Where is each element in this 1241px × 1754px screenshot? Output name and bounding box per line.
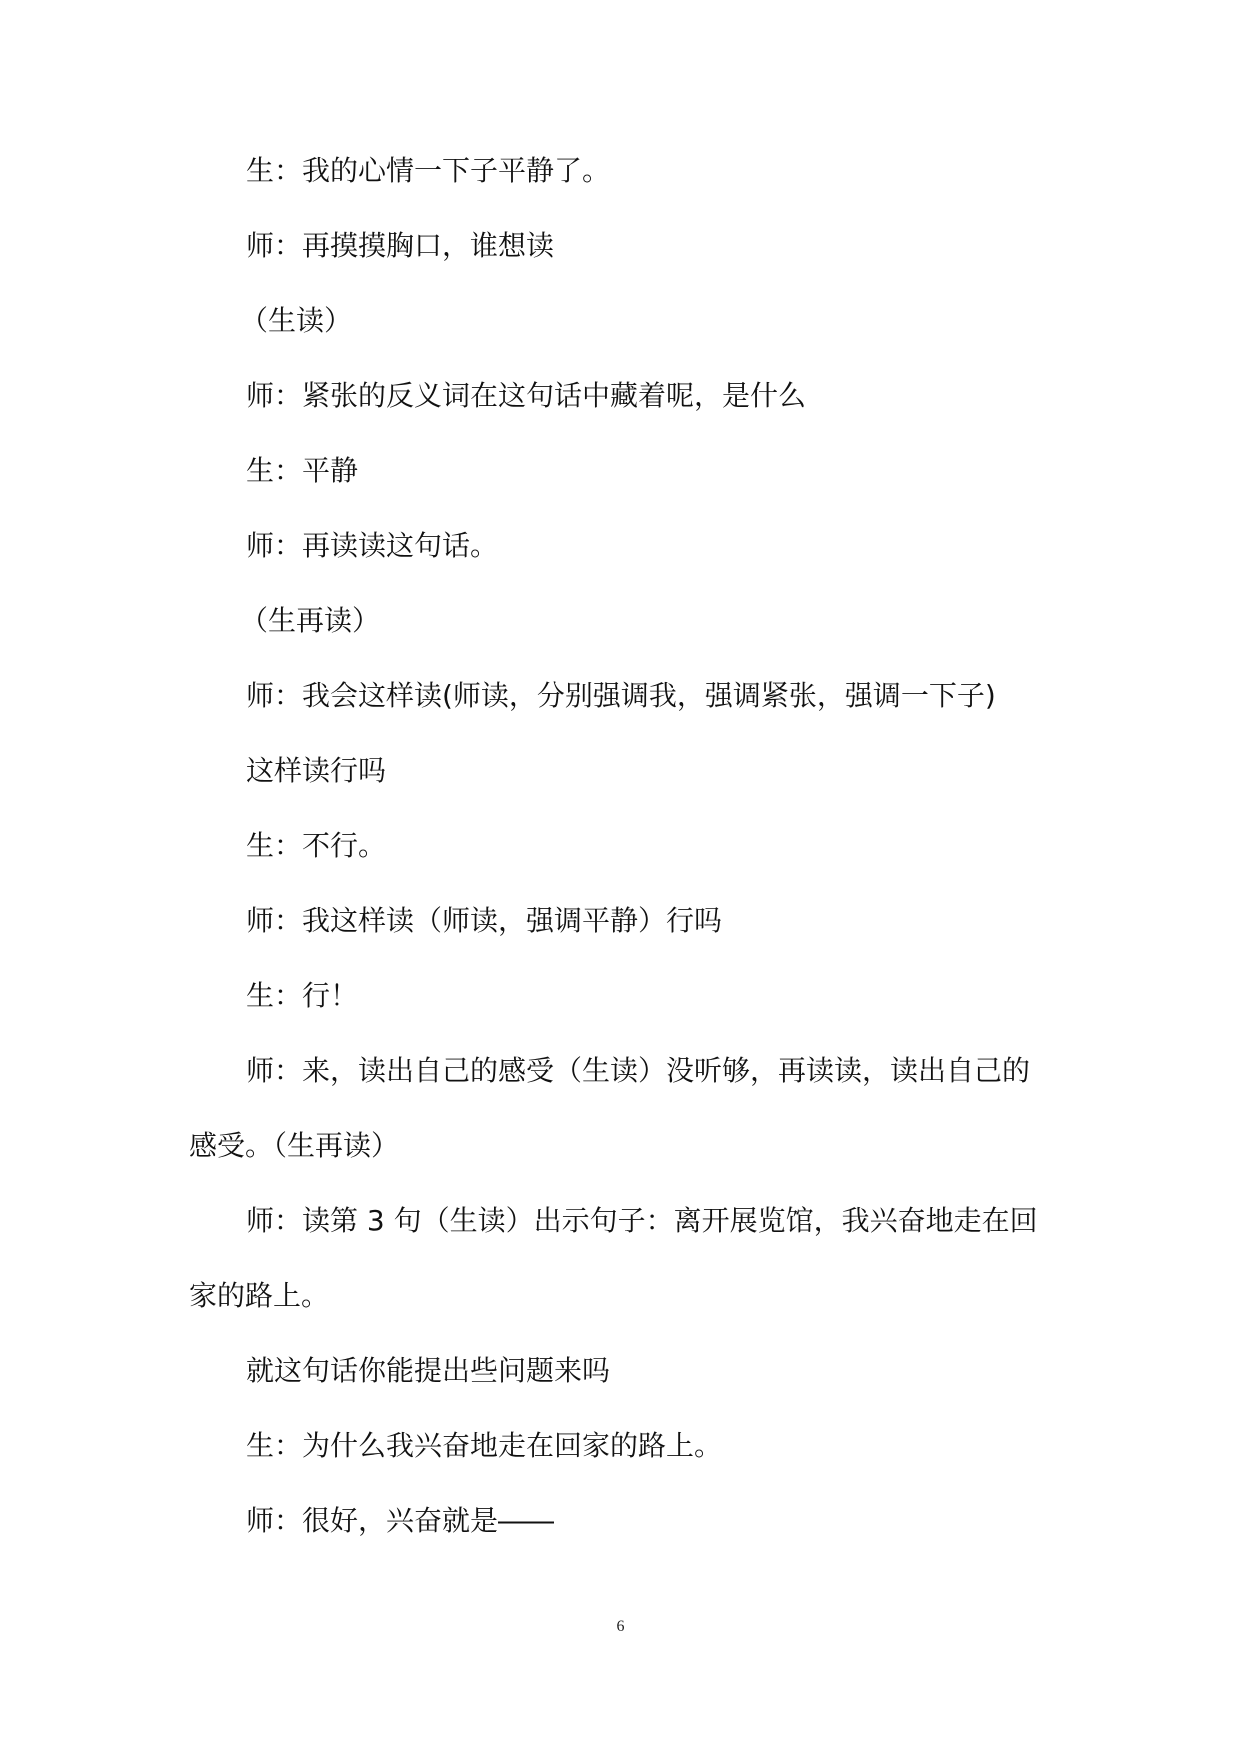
text-line: 生：行！	[246, 979, 359, 1012]
text-line: 生：我的心情一下子平静了。	[246, 154, 611, 187]
text-line: 师：很好，兴奋就是――	[246, 1504, 555, 1537]
text-line: 生：平静	[246, 454, 359, 487]
text-line: 生：为什么我兴奋地走在回家的路上。	[246, 1429, 723, 1462]
text-line: 师：紧张的反义词在这句话中藏着呢，是什么	[246, 379, 807, 412]
text-line: 师：再读读这句话。	[246, 529, 499, 562]
text-line: 这样读行吗	[246, 754, 387, 787]
text-line: 师：来，读出自己的感受（生读）没听够，再读读，读出自己的	[246, 1054, 1031, 1087]
text-line: 师：再摸摸胸口，谁想读	[246, 229, 555, 262]
text-line: 生：不行。	[246, 829, 387, 862]
text-line: （生再读）	[240, 604, 381, 637]
page-number: 6	[616, 1618, 625, 1635]
text-line: 师：我这样读（师读，强调平静）行吗	[246, 904, 723, 937]
text-line: 师：读第 3 句（生读）出示句子：离开展览馆，我兴奋地走在回	[246, 1204, 1038, 1237]
text-line: 感受。（生再读）	[189, 1129, 400, 1162]
text-line: （生读）	[240, 304, 353, 337]
text-line: 师：我会这样读(师读，分别强调我，强调紧张，强调一下子)	[246, 679, 996, 712]
text-line: 就这句话你能提出些问题来吗	[246, 1354, 611, 1387]
text-line: 家的路上。	[189, 1279, 330, 1312]
